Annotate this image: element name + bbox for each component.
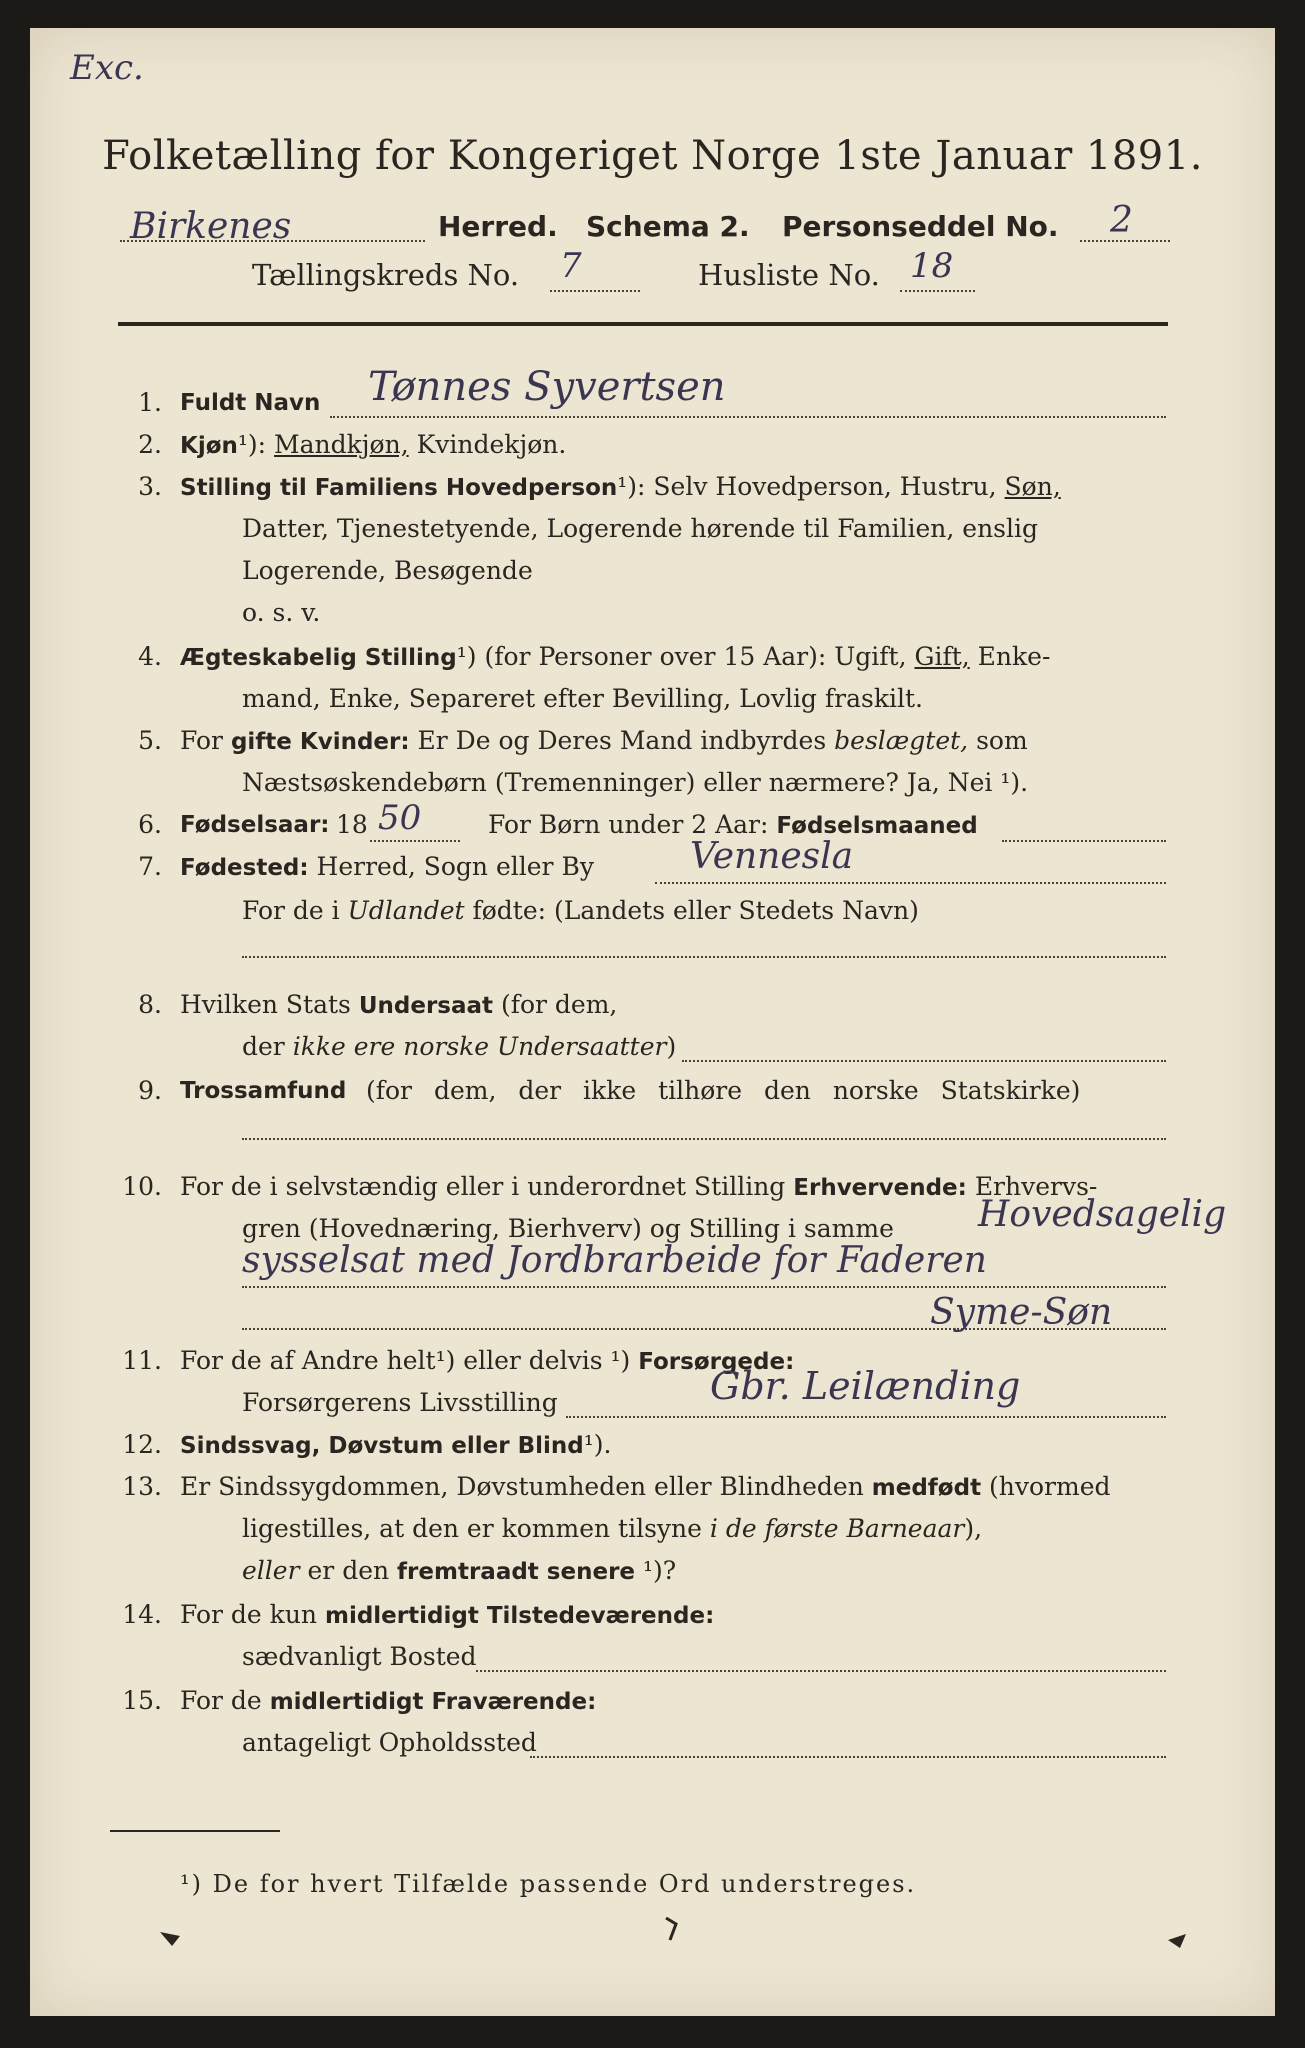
footnote-ref: ¹): — [617, 472, 646, 501]
marital-status-label: Ægteskabelig Stilling — [180, 645, 457, 671]
citizenship-line2 — [242, 1032, 676, 1061]
item-number: 15. — [122, 1686, 162, 1715]
occupation-dotline-2 — [242, 1328, 1166, 1330]
supported-pre: For de af Andre helt — [180, 1346, 436, 1375]
probable-stay-dotline — [530, 1756, 1166, 1758]
birth-year-label: Fødselsaar: — [180, 812, 330, 838]
item-line — [180, 1430, 612, 1459]
citizenship-rest: (for dem, — [500, 990, 618, 1019]
personseddel-label: Personseddel No. — [782, 210, 1059, 243]
sex-label: Kjøn — [180, 433, 238, 459]
item-line — [180, 1346, 794, 1375]
married-women-line2: Næstsøskendebørn (Tremenninger) eller nærmere? Ja, Nei ¹). — [242, 768, 1029, 797]
congenital-question: Er Sindssygdommen, Døvstumheden eller Blindheden — [180, 1472, 864, 1501]
family-position-options: Selv Hovedperson, Hustru, — [653, 472, 997, 501]
congenital-line2a: ligestilles, at den er kommen tilsyne — [242, 1514, 702, 1543]
item-line — [180, 726, 1028, 755]
birthplace-label: Fødested: — [180, 855, 309, 881]
family-position-son: Søn, — [1004, 472, 1061, 501]
temp-present-label: midlertidigt Tilstedeværende: — [324, 1603, 715, 1629]
marital-status-text: (for Personer over 15 Aar): Ugift, — [484, 642, 907, 671]
marital-status-married: Gift, — [914, 642, 970, 671]
temp-absent-label: midlertidigt Fraværende: — [269, 1689, 597, 1715]
item-number: 5. — [138, 726, 162, 755]
herred-label: Herred. — [438, 210, 558, 243]
husliste-value: 18 — [910, 246, 954, 286]
birth-month-question: For Børn under 2 Aar: — [488, 810, 769, 839]
item-line — [180, 642, 1050, 671]
schema-label: Schema 2. — [586, 210, 750, 243]
item-number: 9. — [138, 1076, 162, 1105]
birth-year-prefix: 18 — [336, 810, 368, 839]
occupation-line2: gren (Hovednæring, Bierhverv) og Stilling i samme — [242, 1214, 894, 1243]
birthplace-abroad-pre: For de i — [242, 896, 340, 925]
sex-option-male: Mandkjøn, — [274, 430, 409, 459]
item-line — [180, 1172, 1097, 1201]
birth-year-value: 50 — [378, 798, 422, 838]
religion-question: (for dem, der ikke tilhøre den norske Statskirke) — [366, 1076, 1081, 1105]
occupation-value-3: Syme-Søn — [930, 1292, 1113, 1333]
congenital-line2c: ), — [964, 1514, 983, 1543]
full-name-label: Fuldt Navn — [180, 390, 321, 416]
family-position-line4: o. s. v. — [242, 598, 321, 627]
birthplace-abroad-dotline — [242, 956, 1166, 958]
supported-mid: ¹) eller delvis ¹) — [435, 1346, 631, 1375]
supported-label: Forsørgede: — [638, 1349, 795, 1375]
religion-label: Trossamfund — [180, 1078, 347, 1104]
occupation-label: Erhvervende: — [793, 1175, 967, 1201]
personseddel-dotline — [1080, 240, 1170, 242]
citizenship-foreign: ikke ere norske Undersaatter — [292, 1032, 667, 1061]
occupation-rest: Erhvervs- — [974, 1172, 1098, 1201]
full-name-value: Tønnes Syvertsen — [368, 364, 726, 410]
item-line — [180, 990, 617, 1019]
congenital-label: medfødt — [871, 1475, 982, 1501]
footnote: ¹) De for hvert Tilfælde passende Ord understreges. — [180, 1870, 917, 1898]
usual-residence-dotline — [476, 1670, 1166, 1672]
census-form-page — [30, 28, 1275, 2016]
item-number: 8. — [138, 990, 162, 1019]
birth-year-dotline — [370, 840, 460, 842]
item-number: 10. — [122, 1172, 162, 1201]
congenital-rest: (hvormed — [989, 1472, 1111, 1501]
item-number: 3. — [138, 472, 162, 501]
item-number: 12. — [122, 1430, 162, 1459]
kreds-label: Tællingskreds No. — [252, 258, 520, 292]
supporter-label: Forsørgerens Livsstilling — [242, 1388, 558, 1417]
footnote-ref: ¹) — [456, 642, 477, 671]
religion-dotline — [242, 1138, 1166, 1140]
congenital-line2b: i de første Barneaar — [709, 1514, 965, 1543]
family-position-line2: Datter, Tjenestetyende, Logerende hørende til Familien, enslig — [242, 514, 1039, 543]
birthplace-abroad-line — [242, 896, 919, 925]
disability-label: Sindssvag, Døvstum eller Blind — [180, 1433, 584, 1459]
congenital-eller: eller — [242, 1556, 300, 1585]
married-women-pre: For — [180, 726, 223, 755]
married-women-label: gifte Kvinder: — [230, 729, 410, 755]
married-women-question: Er De og Deres Mand indbyrdes — [417, 726, 827, 755]
occupation-value-1: Hovedsagelig — [978, 1194, 1227, 1235]
probable-stay-label: antageligt Opholdssted — [242, 1728, 537, 1757]
congenital-er-den: er den — [307, 1556, 390, 1585]
item-line — [180, 1600, 714, 1629]
marital-status-text-end: Enke- — [977, 642, 1051, 671]
birthplace-value: Vennesla — [690, 836, 854, 877]
occupation-value-2: sysselsat med Jordbrarbeide for Faderen — [242, 1240, 987, 1281]
temp-absent-pre: For de — [180, 1686, 262, 1715]
congenital-line3 — [242, 1556, 676, 1585]
occupation-dotline-1 — [242, 1286, 1166, 1288]
footnote-ref: ¹): — [237, 430, 267, 459]
form-title: Folketælling for Kongeriget Norge 1ste Januar 1891. — [102, 133, 1203, 179]
footnote-ref: ¹)? — [642, 1556, 677, 1585]
item-number: 6. — [138, 810, 162, 839]
marital-status-line2: mand, Enke, Separeret efter Bevilling, Lovlig fraskilt. — [242, 684, 923, 713]
item-number: 1. — [138, 388, 162, 417]
register-mark-left — [158, 1926, 188, 1950]
item-number: 11. — [122, 1346, 162, 1375]
footnote-ref: ¹). — [583, 1430, 612, 1459]
married-women-som: som — [976, 726, 1028, 755]
birthplace-dotline — [655, 882, 1166, 884]
register-mark-center — [660, 1914, 684, 1944]
herred-value: Birkenes — [130, 206, 292, 247]
item-number: 4. — [138, 642, 162, 671]
item-line — [180, 1686, 596, 1715]
header-rule — [118, 322, 1168, 326]
birthplace-abroad-word: Udlandet — [347, 896, 465, 925]
occupation-pre: For de i selvstændig eller i underordnet Stilling — [180, 1172, 786, 1201]
kreds-dotline — [550, 290, 640, 292]
kreds-value: 7 — [560, 246, 582, 286]
citizenship-der: der — [242, 1032, 285, 1061]
register-mark-right — [1160, 1928, 1190, 1952]
item-line — [180, 472, 1061, 501]
corner-note: Exc. — [70, 48, 144, 88]
temp-present-pre: For de kun — [180, 1600, 318, 1629]
item-number: 14. — [122, 1600, 162, 1629]
citizenship-dotline — [682, 1060, 1166, 1062]
birthplace-abroad-rest: fødte: (Landets eller Stedets Navn) — [472, 896, 919, 925]
item-number: 2. — [138, 430, 162, 459]
husliste-dotline — [900, 290, 975, 292]
supporter-dotline — [566, 1416, 1166, 1418]
item-number: 13. — [122, 1472, 162, 1501]
item-line — [180, 430, 566, 459]
citizenship-paren: ) — [666, 1032, 677, 1061]
item-number: 7. — [138, 852, 162, 881]
birth-month-label: Fødselsmaaned — [776, 813, 978, 839]
footnote-rule — [110, 1830, 280, 1832]
congenital-line2 — [242, 1514, 982, 1543]
birth-month-text — [488, 810, 978, 839]
usual-residence-label: sædvanligt Bosted — [242, 1642, 477, 1671]
full-name-dotline — [330, 416, 1166, 418]
sex-option-female: Kvindekjøn. — [416, 430, 567, 459]
citizenship-label: Undersaat — [358, 993, 494, 1019]
married-women-related: beslægtet, — [834, 726, 969, 755]
item-line — [180, 852, 594, 881]
item-line — [180, 1472, 1111, 1501]
husliste-label: Husliste No. — [698, 258, 880, 292]
citizenship-pre: Hvilken Stats — [180, 990, 351, 1019]
congenital-later-label: fremtraadt senere — [397, 1559, 636, 1585]
family-position-label: Stilling til Familiens Hovedperson — [180, 475, 618, 501]
supporter-value: Gbr. Leilænding — [710, 1364, 1021, 1408]
personseddel-value: 2 — [1110, 200, 1133, 241]
birth-month-dotline — [1002, 840, 1166, 842]
family-position-line3: Logerende, Besøgende — [242, 556, 533, 585]
birthplace-question: Herred, Sogn eller By — [316, 852, 594, 881]
herred-dotline — [120, 240, 425, 242]
